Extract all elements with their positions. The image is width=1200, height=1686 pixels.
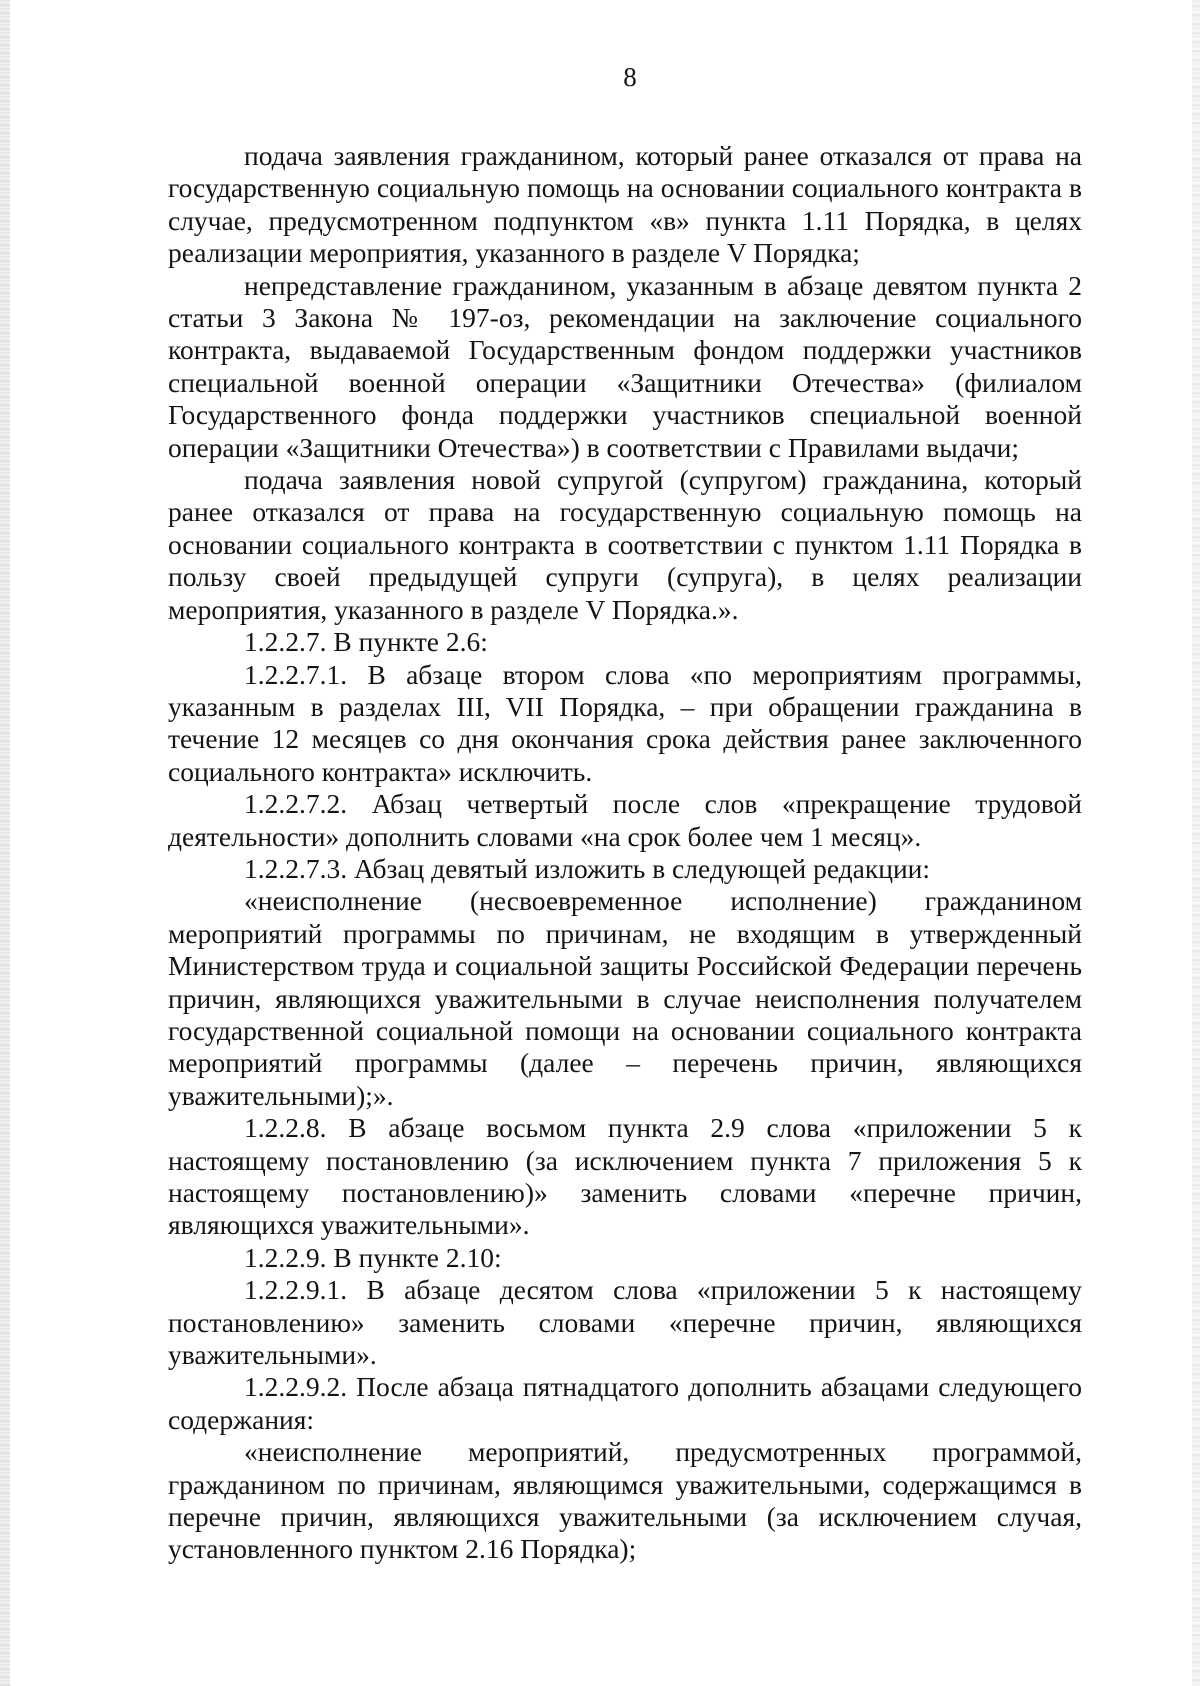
paragraph-valid-reasons-non-fulfillment: «неисполнение мероприятий, предусмотренных программой, гражданином по причинам, являющимся уважительными, содержащимся в перечне причин, являющихся уважительными (за исключением случая, установленного пунктом 2.16 Порядка); — [168, 1436, 1082, 1565]
paragraph-1-2-2-7-1: 1.2.2.7.1. В абзаце втором слова «по мероприятиям программы, указанным в разделах III, VII Порядка, – при обращении гражданина в течение 12 месяцев со дня окончания срока действия ранее заключенного социального контракта» исключить. — [168, 658, 1082, 787]
document-body — [168, 140, 1082, 1566]
scan-edge-left — [0, 0, 10, 1686]
paragraph-non-fulfillment-new-wording: «неисполнение (несвоевременное исполнение) гражданином мероприятий программы по причинам, не входящим в утвержденный Министерством труда и социальной защиты Российской Федерации перечень причин, являющихся уважительными в случае неисполнения получателем государственной социальной помощи на основании социального контракта мероприятий программы (далее – перечень причин, являющихся уважительными);». — [168, 885, 1082, 1111]
scan-edge-right — [1192, 0, 1200, 1686]
page-number: 8 — [623, 62, 637, 92]
paragraph-1-2-2-9: 1.2.2.9. В пункте 2.10: — [244, 1241, 502, 1273]
paragraph-1-2-2-7-3: 1.2.2.7.3. Абзац девятый изложить в следующей редакции: — [244, 852, 931, 884]
paragraph-1-2-2-8: 1.2.2.8. В абзаце восьмом пункта 2.9 слова «приложении 5 к настоящему постановлению (за исключением пункта 7 приложения 5 к настоящему постановлению)» заменить словами «перечне причин, являющихся уважительными». — [168, 1112, 1082, 1241]
paragraph-refusal-application: подача заявления гражданином, который ранее отказался от права на государственную социальную помощь на основании социального контракта в случае, предусмотренном подпунктом «в» пункта 1.11 Порядка, в целях реализации мероприятия, указанного в разделе V Порядка; — [168, 140, 1082, 269]
paragraph-1-2-2-7-2: 1.2.2.7.2. Абзац четвертый после слов «прекращение трудовой деятельности» дополнить словами «на срок более чем 1 месяц». — [168, 788, 1082, 852]
paragraph-1-2-2-7: 1.2.2.7. В пункте 2.6: — [244, 626, 488, 658]
paragraph-1-2-2-9-2: 1.2.2.9.2. После абзаца пятнадцатого дополнить абзацами следующего содержания: — [168, 1371, 1082, 1435]
paragraph-new-spouse-application: подача заявления новой супругой (супругом) гражданина, который ранее отказался от права на государственную социальную помощь на основании социального контракта в соответствии с пунктом 1.11 Порядка в пользу своей предыдущей супруги (супруга), в целях реализации мероприятия, указанного в разделе V Порядка.». — [168, 464, 1082, 625]
paragraph-1-2-2-9-1: 1.2.2.9.1. В абзаце десятом слова «приложении 5 к настоящему постановлению» заменить словами «перечне причин, являющихся уважительными». — [168, 1274, 1082, 1371]
paragraph-no-recommendation: непредставление гражданином, указанным в абзаце девятом пункта 2 статьи 3 Закона № 197-оз, рекомендации на заключение социального контракта, выдаваемой Государственным фондом поддержки участников специальной военной операции «Защитники Отечества» (филиалом Государственного фонда поддержки участников специальной военной операции «Защитники Отечества») в соответствии с Правилами выдачи; — [168, 269, 1082, 463]
